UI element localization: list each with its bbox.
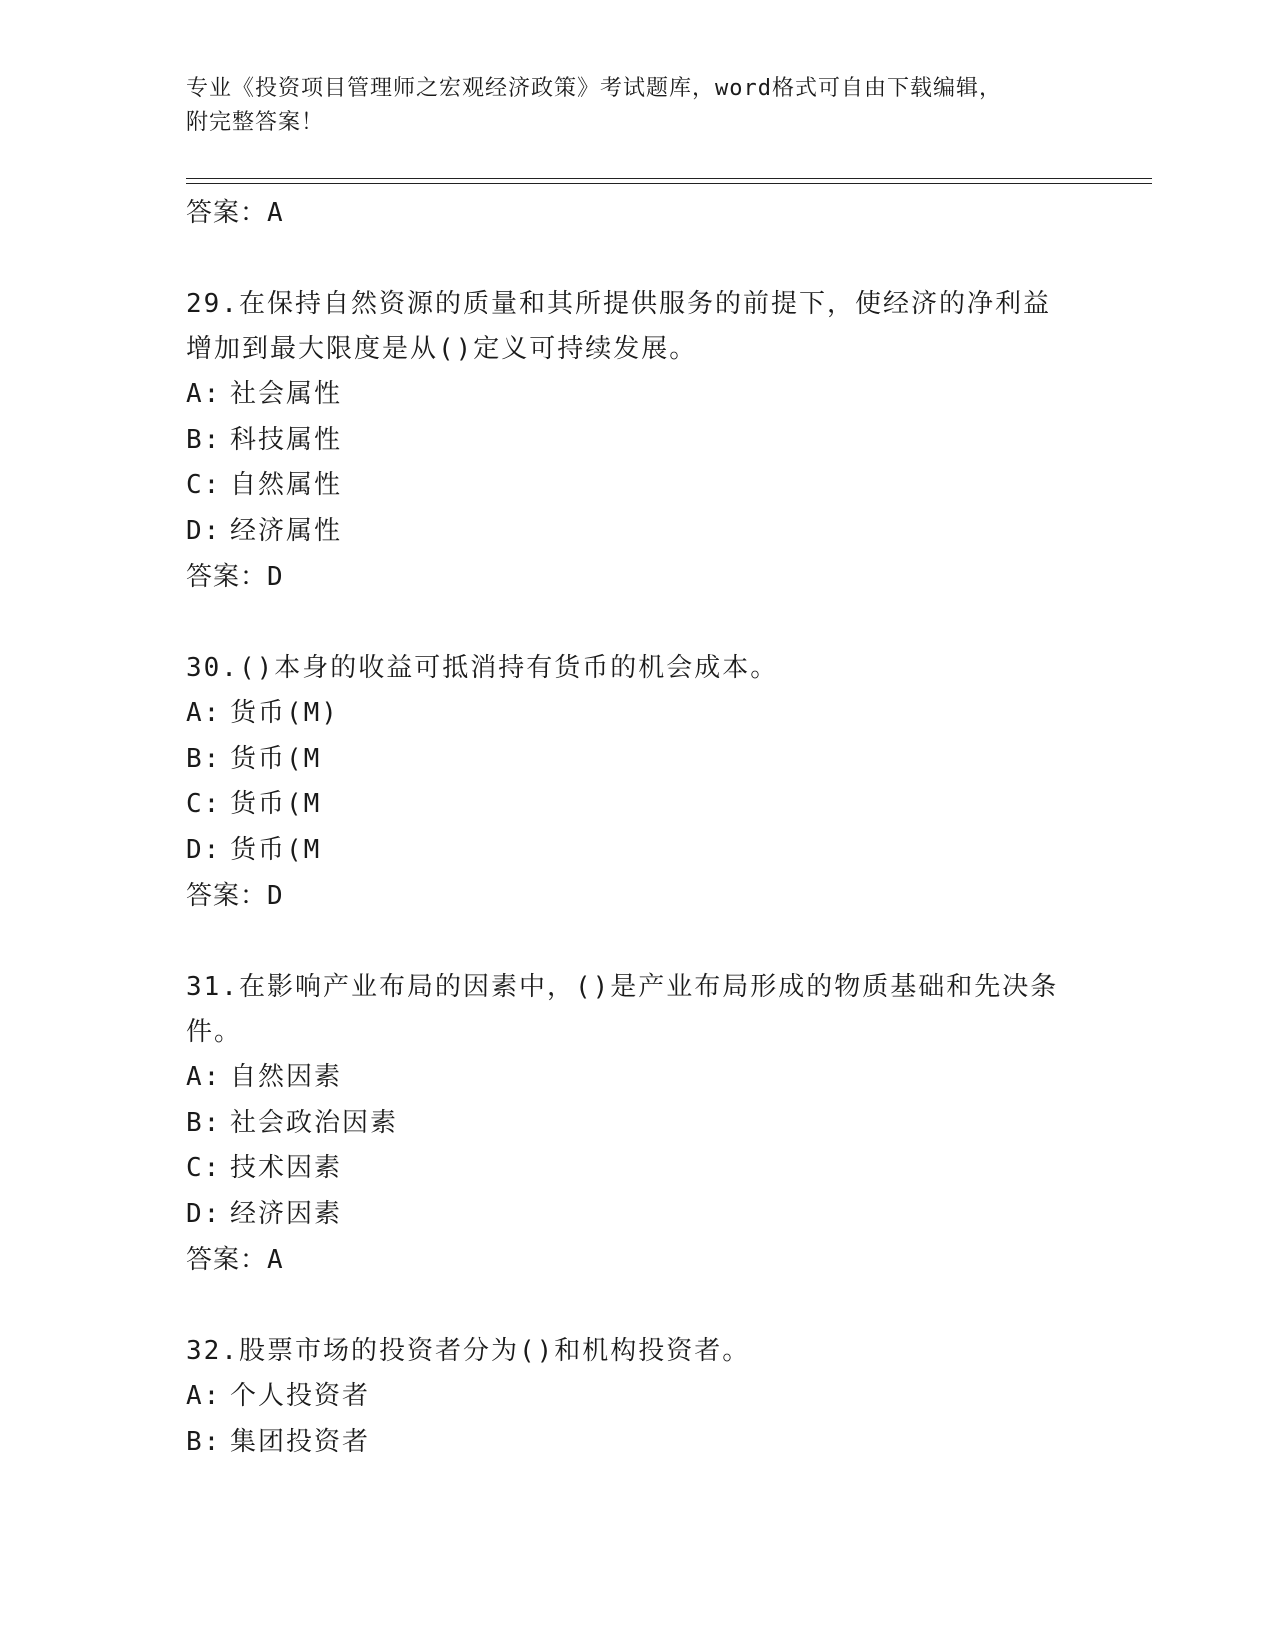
answer-prefix: 答案：	[186, 562, 268, 592]
option-label: B:	[186, 1426, 222, 1457]
answer-letter: A	[267, 198, 284, 228]
question-line: 增加到最大限度是从()定义可持续发展。	[186, 334, 698, 364]
question-block	[186, 965, 1086, 1283]
answer-line	[186, 873, 1086, 919]
option-text: 自然属性	[230, 470, 343, 500]
question-block	[186, 282, 1086, 600]
option-a	[186, 691, 1086, 737]
option-label: C:	[186, 789, 222, 819]
question-number: 30.	[186, 653, 239, 683]
question-number: 31.	[186, 972, 239, 1002]
question-text	[186, 282, 1086, 372]
option-c	[186, 463, 1086, 509]
answer-line	[186, 554, 1086, 600]
option-b	[186, 737, 1086, 783]
option-text: 个人投资者	[230, 1381, 371, 1411]
option-text: 自然因素	[230, 1062, 343, 1092]
option-label: A:	[186, 698, 222, 728]
option-label: D:	[186, 515, 222, 546]
option-label: B:	[186, 1107, 222, 1138]
question-line: 件。	[186, 1017, 243, 1047]
option-b	[186, 418, 1086, 464]
option-text: 货币(M	[230, 834, 322, 865]
option-label: C:	[186, 1153, 222, 1183]
header-divider-top	[186, 178, 1152, 179]
answer-prefix: 答案：	[186, 198, 268, 228]
option-label: A:	[186, 1062, 222, 1092]
question-line: 在影响产业布局的因素中，()是产业布局形成的物质基础和先决条	[238, 972, 1059, 1002]
option-c	[186, 1146, 1086, 1192]
option-label: A:	[186, 1381, 222, 1411]
answer-prefix: 答案：	[186, 881, 268, 911]
option-label: D:	[186, 834, 222, 865]
option-a	[186, 1055, 1086, 1101]
option-text: 货币(M	[230, 743, 322, 774]
option-text: 技术因素	[230, 1153, 343, 1183]
answer-letter: A	[267, 1245, 284, 1275]
question-text	[186, 965, 1086, 1055]
question-number: 32.	[186, 1336, 239, 1366]
option-label: D:	[186, 1198, 222, 1229]
option-c	[186, 782, 1086, 828]
option-text: 货币(M	[230, 789, 322, 819]
question-block	[186, 646, 1086, 919]
option-text: 集团投资者	[230, 1426, 371, 1457]
option-text: 社会政治因素	[230, 1107, 399, 1138]
question-text	[186, 1329, 1086, 1374]
option-b	[186, 1420, 1086, 1466]
option-d	[186, 1192, 1086, 1238]
question-line: 股票市场的投资者分为()和机构投资者。	[238, 1336, 751, 1366]
header-line-2: 附完整答案！	[186, 110, 325, 135]
question-list	[186, 190, 1086, 1465]
question-line: ()本身的收益可抵消持有货币的机会成本。	[238, 653, 779, 683]
option-text: 科技属性	[230, 424, 343, 455]
option-text: 经济属性	[230, 515, 343, 546]
answer-line	[186, 190, 1086, 236]
option-text: 社会属性	[230, 379, 343, 409]
option-text: 经济因素	[230, 1198, 343, 1229]
option-label: A:	[186, 379, 222, 409]
option-label: B:	[186, 424, 222, 455]
option-a	[186, 1374, 1086, 1420]
header-divider-bottom	[186, 183, 1152, 184]
option-text: 货币(M)	[230, 698, 339, 728]
question-number: 29.	[186, 289, 239, 319]
option-label: C:	[186, 470, 222, 500]
document-header	[186, 72, 1066, 140]
option-a	[186, 372, 1086, 418]
header-line-1: 专业《投资项目管理师之宏观经济政策》考试题库，word格式可自由下载编辑，	[186, 76, 1002, 101]
option-d	[186, 828, 1086, 874]
option-d	[186, 509, 1086, 555]
answer-prefix: 答案：	[186, 1245, 268, 1275]
answer-letter: D	[267, 562, 284, 592]
question-line: 在保持自然资源的质量和其所提供服务的前提下，使经济的净利益	[238, 289, 1051, 319]
question-text	[186, 646, 1086, 691]
answer-letter: D	[267, 881, 284, 911]
option-b	[186, 1101, 1086, 1147]
question-block	[186, 1329, 1086, 1465]
answer-line	[186, 1237, 1086, 1283]
option-label: B:	[186, 743, 222, 774]
